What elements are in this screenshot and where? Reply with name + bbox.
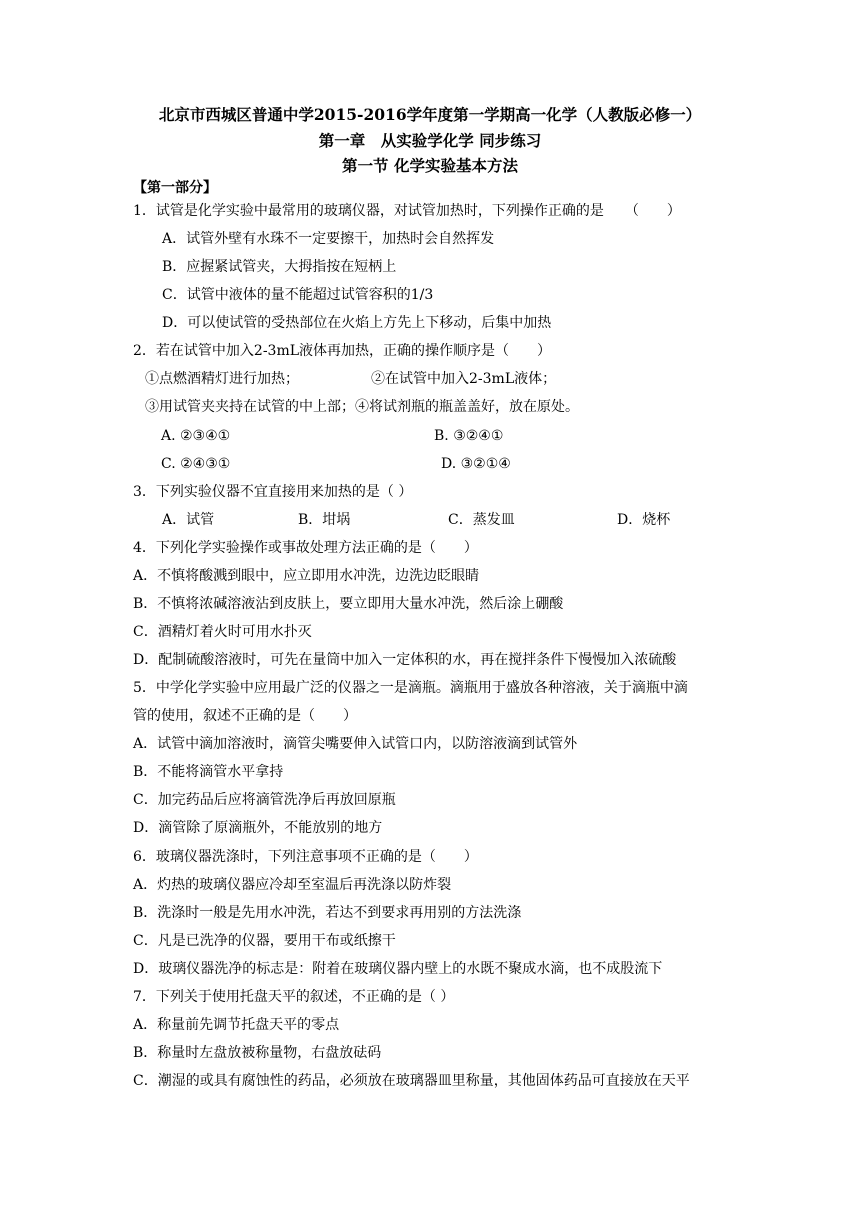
q6-option-a: A．灼热的玻璃仪器应冷却至室温后再洗涤以防炸裂: [133, 877, 452, 893]
q1-option-b: B．应握紧试管夹，大拇指按在短柄上: [162, 259, 397, 275]
q2-stem: 2．若在试管中加入2-3mL液体再加热，正确的操作顺序是（ ）: [133, 343, 552, 359]
document-title: 北京市西城区普通中学2015-2016学年度第一学期高一化学（人教版必修一）: [158, 105, 702, 124]
q7-stem: 7．下列关于使用托盘天平的叙述，不正确的是（ ）: [133, 989, 455, 1005]
q2-step-1: ①点燃酒精灯进行加热；: [145, 371, 299, 387]
q5-option-c: C．加完药品后应将滴管洗净后再放回原瓶: [133, 792, 396, 808]
q4-option-b: B．不慎将浓碱溶液沾到皮肤上，要立即用大量水冲洗，然后涂上硼酸: [133, 596, 564, 612]
q6-stem: 6．玻璃仪器洗涤时，下列注意事项不正确的是（ ）: [133, 849, 478, 865]
q5-stem-line-1: 5．中学化学实验中应用最广泛的仪器之一是滴瓶。滴瓶用于盛放各种溶液，关于滴瓶中滴: [133, 680, 688, 696]
q3-option-b: B．坩埚: [298, 512, 351, 528]
q2-option-d: D. ③②①④: [441, 456, 511, 472]
q7-option-a: A．称量前先调节托盘天平的零点: [133, 1017, 340, 1033]
q3-option-a: A．试管: [162, 512, 215, 528]
q7-option-c: C．潮湿的或具有腐蚀性的药品，必须放在玻璃器皿里称量，其他固体药品可直接放在天平: [133, 1073, 690, 1089]
q3-option-c: C．蒸发皿: [448, 512, 515, 528]
q1-option-a: A．试管外壁有水珠不一定要擦干，加热时会自然挥发: [162, 231, 495, 247]
q5-stem-line-2: 管的使用，叙述不正确的是（ ）: [133, 708, 357, 724]
q2-step-3-4: ③用试管夹夹持在试管的中上部；④将试剂瓶的瓶盖盖好，放在原处。: [145, 399, 579, 415]
q4-option-c: C．酒精灯着火时可用水扑灭: [133, 624, 312, 640]
q6-option-d: D．玻璃仪器洗净的标志是：附着在玻璃仪器内壁上的水既不聚成水滴，也不成股流下: [133, 961, 663, 977]
part-label: 【第一部分】: [133, 180, 217, 196]
q1-option-c: C．试管中液体的量不能超过试管容积的1/3: [162, 287, 434, 303]
q5-option-a: A．试管中滴加溶液时，滴管尖嘴要伸入试管口内，以防溶液滴到试管外: [133, 736, 578, 752]
q1-stem: 1．试管是化学实验中最常用的玻璃仪器，对试管加热时，下列操作正确的是 （ ）: [133, 203, 681, 219]
q2-step-2: ②在试管中加入2-3mL液体；: [371, 371, 557, 387]
q6-option-b: B．洗涤时一般是先用水冲洗，若达不到要求再用别的方法洗涤: [133, 905, 522, 921]
q5-option-d: D．滴管除了原滴瓶外，不能放别的地方: [133, 820, 383, 836]
q4-stem: 4．下列化学实验操作或事故处理方法正确的是（ ）: [133, 540, 478, 556]
q2-option-c: C. ②④③①: [161, 456, 231, 472]
q6-option-c: C．凡是已洗净的仪器，要用干布或纸擦干: [133, 933, 396, 949]
chapter-heading: 第一章 从实验学化学 同步练习: [318, 131, 542, 150]
q1-option-d: D．可以使试管的受热部位在火焰上方先上下移动，后集中加热: [162, 315, 552, 331]
q5-option-b: B．不能将滴管水平拿持: [133, 764, 284, 780]
q2-option-b: B. ③②④①: [434, 428, 504, 444]
q7-option-b: B．称量时左盘放被称量物，右盘放砝码: [133, 1045, 382, 1061]
q3-option-d: D．烧杯: [617, 512, 671, 528]
q4-option-a: A．不慎将酸溅到眼中，应立即用水冲洗，边洗边眨眼睛: [133, 568, 480, 584]
q4-option-d: D．配制硫酸溶液时，可先在量筒中加入一定体积的水，再在搅拌条件下慢慢加入浓硫酸: [133, 652, 677, 668]
q3-stem: 3．下列实验仪器不宜直接用来加热的是（ ）: [133, 484, 413, 500]
section-heading: 第一节 化学实验基本方法: [342, 156, 518, 175]
q2-option-a: A. ②③④①: [161, 428, 231, 444]
